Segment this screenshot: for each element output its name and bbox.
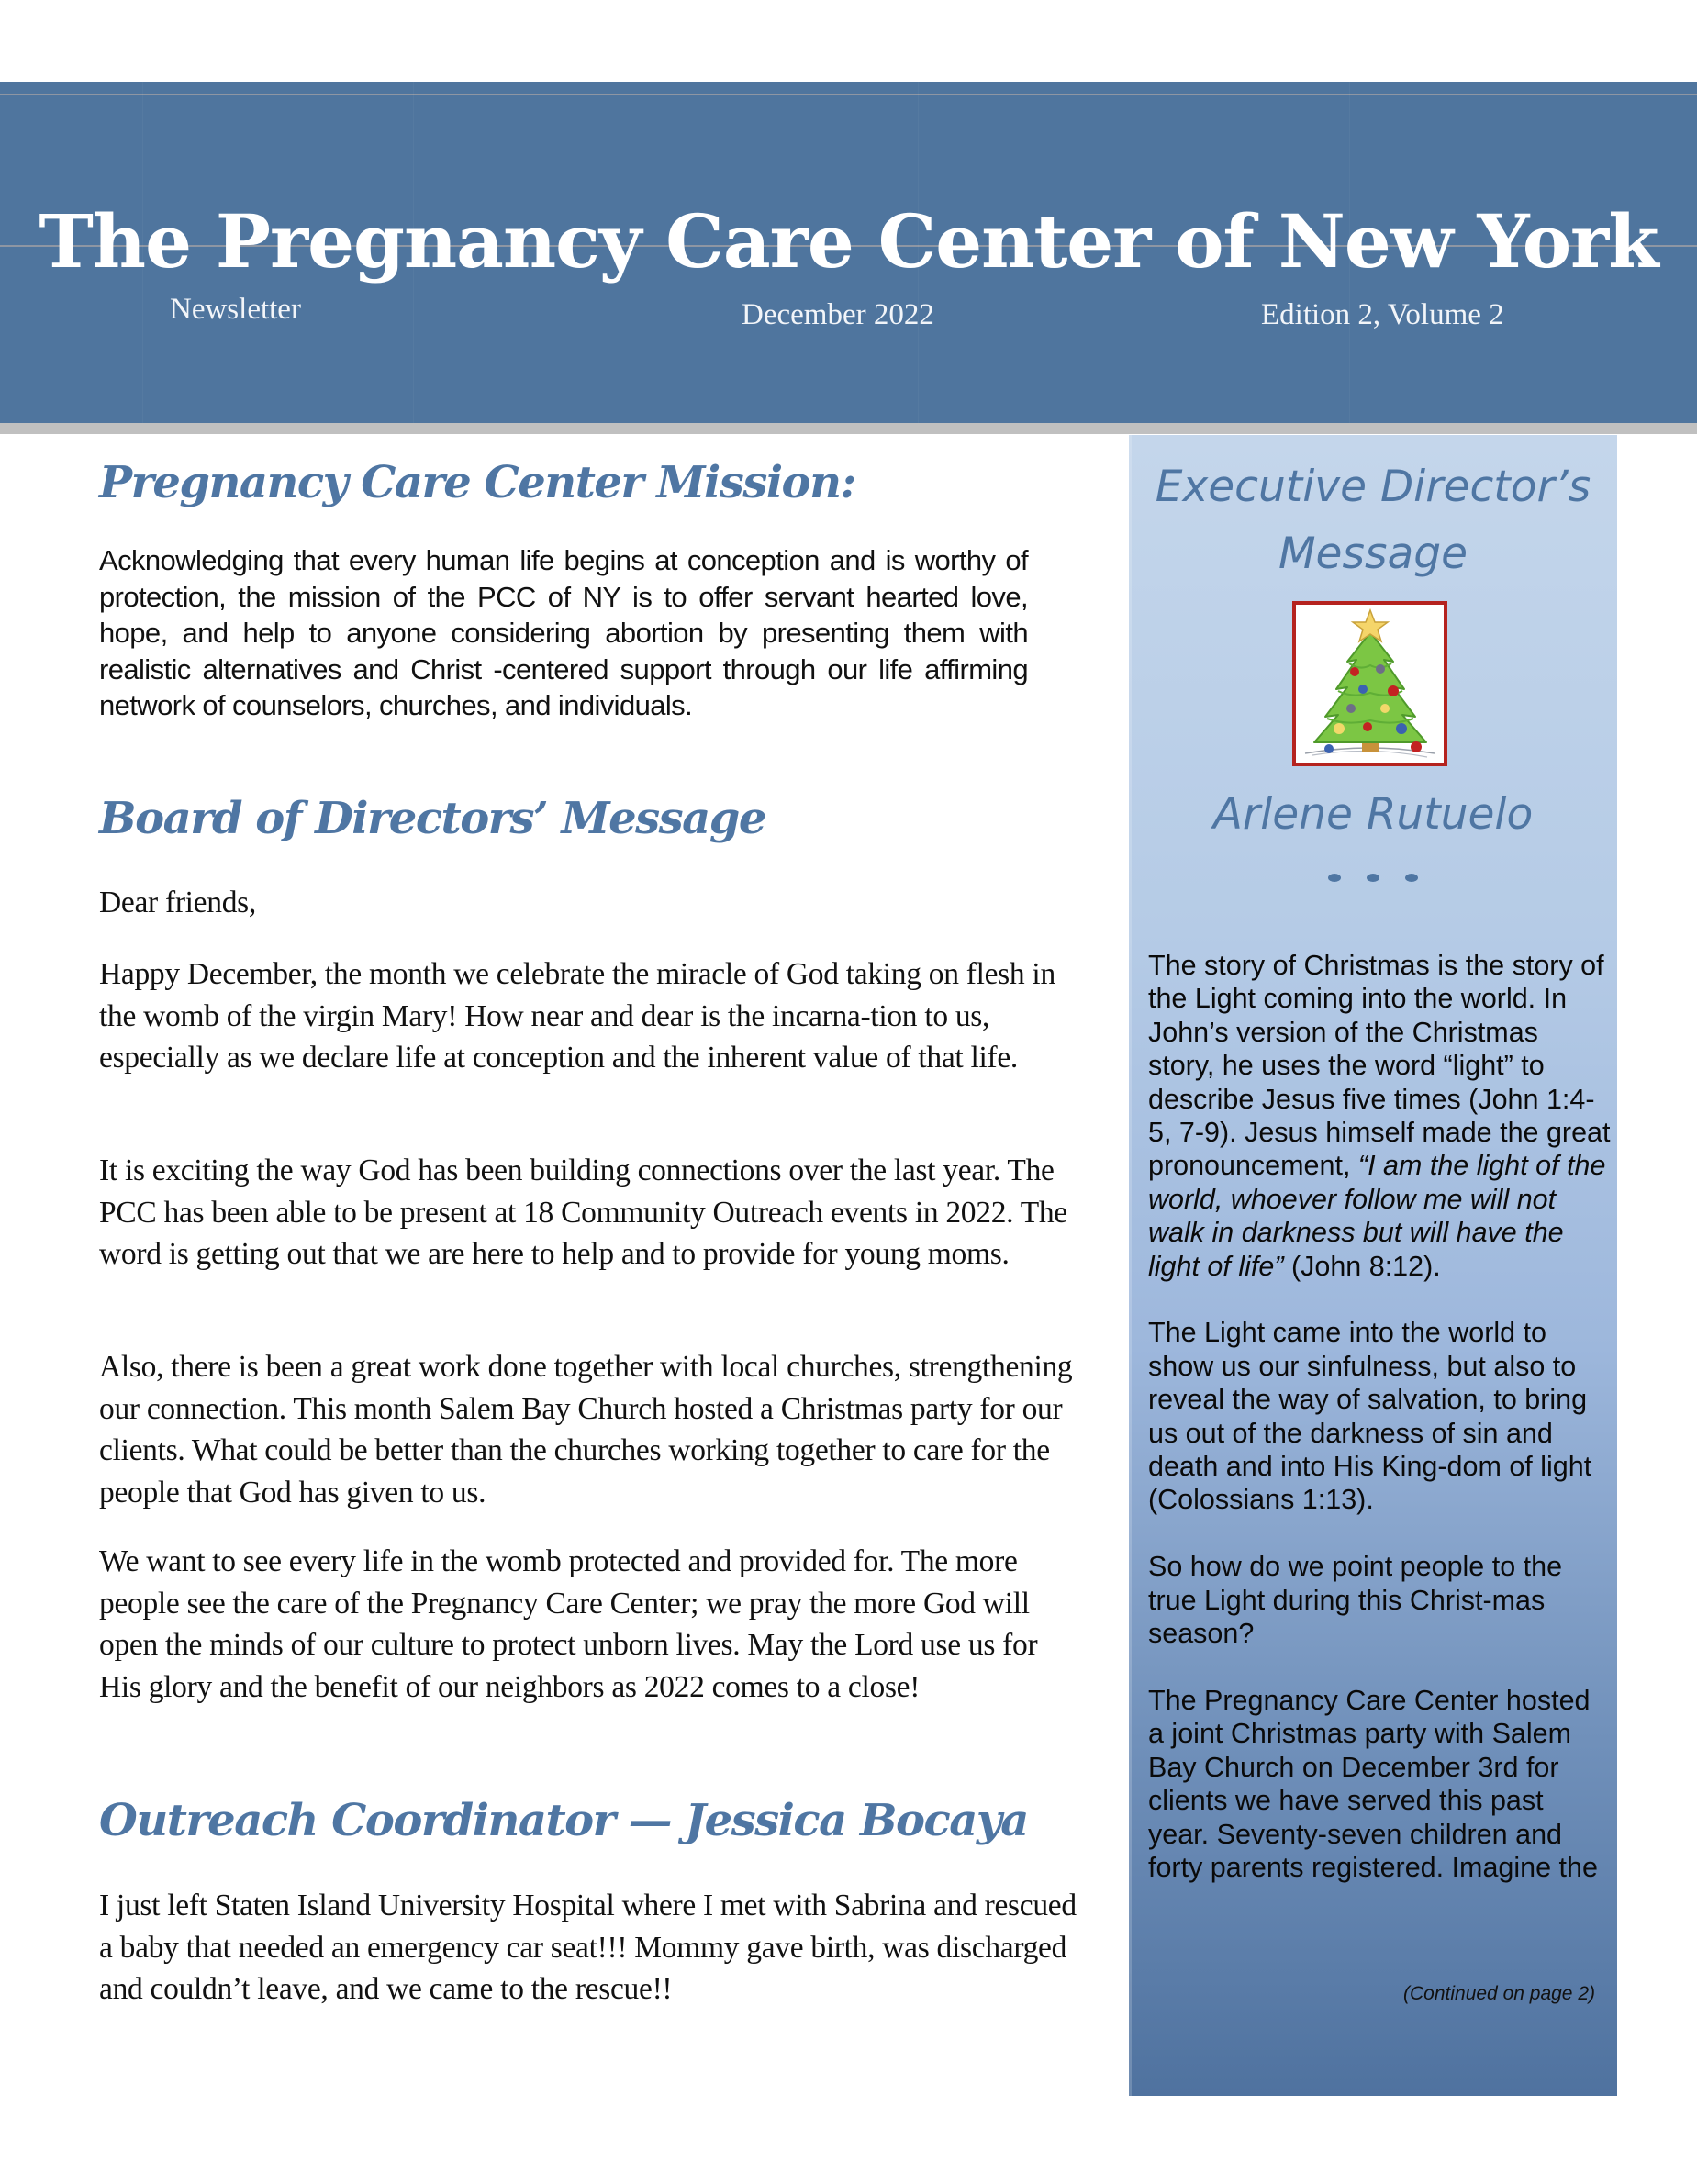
sidebar-heading <box>1129 453 1617 587</box>
ellipsis-divider <box>1129 874 1617 882</box>
christmas-tree-image <box>1292 601 1447 766</box>
outreach-text: I just left Staten Island University Hospital where I met with Sabrina and rescued a baby that needed an emergency car seat!!! Mommy gave birth, was discharged and couldn’t leave, and we came to the rescue!! <box>99 1889 1077 2006</box>
masthead-top-rule <box>0 94 1697 95</box>
board-message-heading: Board of Directors’ Message <box>99 793 765 844</box>
divider-dot <box>1367 874 1379 882</box>
sidebar-heading-line2: Message <box>1278 529 1468 579</box>
director-name: Arlene Rutuelo <box>1212 789 1534 840</box>
newsletter-title: The Pregnancy Care Center of New York <box>39 197 1658 284</box>
mission-heading: Pregnancy Care Center Mission: <box>99 457 855 508</box>
masthead <box>0 82 1697 423</box>
edition-volume: Edition 2, Volume 2 <box>1261 298 1504 331</box>
board-paragraph: Also, there is been a great work done together with local churches, strengthening our connection. This month Salem Bay Church hosted a Christmas party for our clients. What could be better than the churches working together to care for the people that God has given to us. <box>99 1350 1073 1510</box>
sidebar-heading-line1: Executive Director’s <box>1155 462 1591 512</box>
mission-text: Acknowledging that every human life begins at conception and is worthy of protection, the mission of the PCC of NY is to offer servant hearted love, hope, and help to anyone considering abortion by presenting them with realistic alternatives and Christ -centered support through our life affirming network of counselors, churches, and individuals. <box>99 544 1028 721</box>
director-paragraph-text: The story of Christmas is the story of the Light coming into the world. In John’s version of the Christmas story, he uses the word “light” to describe Jesus five times (John 1:4-5, 7-9). Jesus himself made the great pronouncement, <box>1148 950 1611 1182</box>
board-greeting: Dear friends, <box>99 886 256 919</box>
masthead-separator <box>0 423 1697 434</box>
outreach-heading: Outreach Coordinator — Jessica Bocaya <box>99 1795 1028 1846</box>
divider-dot <box>1405 874 1418 882</box>
board-paragraph: It is exciting the way God has been building connections over the last year. The PCC has been able to be present at 18 Community Outreach events in 2022. The word is getting out that we are here to help and to provide for young moms. <box>99 1153 1067 1271</box>
board-paragraph: We want to see every life in the womb protected and provided for. The more people see the care of the Pregnancy Care Center; we pray the more God will open the minds of our culture to protect unborn lives. May the Lord use us for His glory and the benefit of our neighbors as 2022 comes to a close! <box>99 1544 1038 1704</box>
newsletter-label: Newsletter <box>170 293 301 326</box>
divider-dot <box>1328 874 1341 882</box>
issue-date: December 2022 <box>742 298 934 331</box>
continued-on-page-link[interactable]: (Continued on page 2) <box>1403 1983 1595 2004</box>
director-paragraph: The Light came into the world to show us our sinfulness, but also to reveal the way of salvation, to bring us out of the darkness of sin and death and into His King-dom of light (Colossians 1:13). <box>1148 1317 1592 1516</box>
scripture-quote: “I am the light of the world, whoever follow me will not walk in darkness but will have the light of life” <box>1148 1150 1606 1282</box>
director-paragraph: So how do we point people to the true Light during this Christ-mas season? <box>1148 1551 1563 1650</box>
scripture-reference: (John 8:12). <box>1283 1250 1441 1282</box>
director-paragraph: The Pregnancy Care Center hosted a joint Christmas party with Salem Bay Church on December 3rd for clients we have served this past year. Seventy-seven children and forty parents registered. Imagine the <box>1148 1684 1598 1883</box>
executive-director-sidebar <box>1129 435 1617 2096</box>
director-paragraph <box>1148 949 1612 1283</box>
board-paragraph: Happy December, the month we celebrate the miracle of God taking on flesh in the womb of the virgin Mary! How near and dear is the incarna-tion to us, especially as we declare life at conception and the inherent value of that life. <box>99 957 1055 1075</box>
director-message-body <box>1148 949 1612 1918</box>
christmas-tree-icon <box>1296 605 1444 763</box>
